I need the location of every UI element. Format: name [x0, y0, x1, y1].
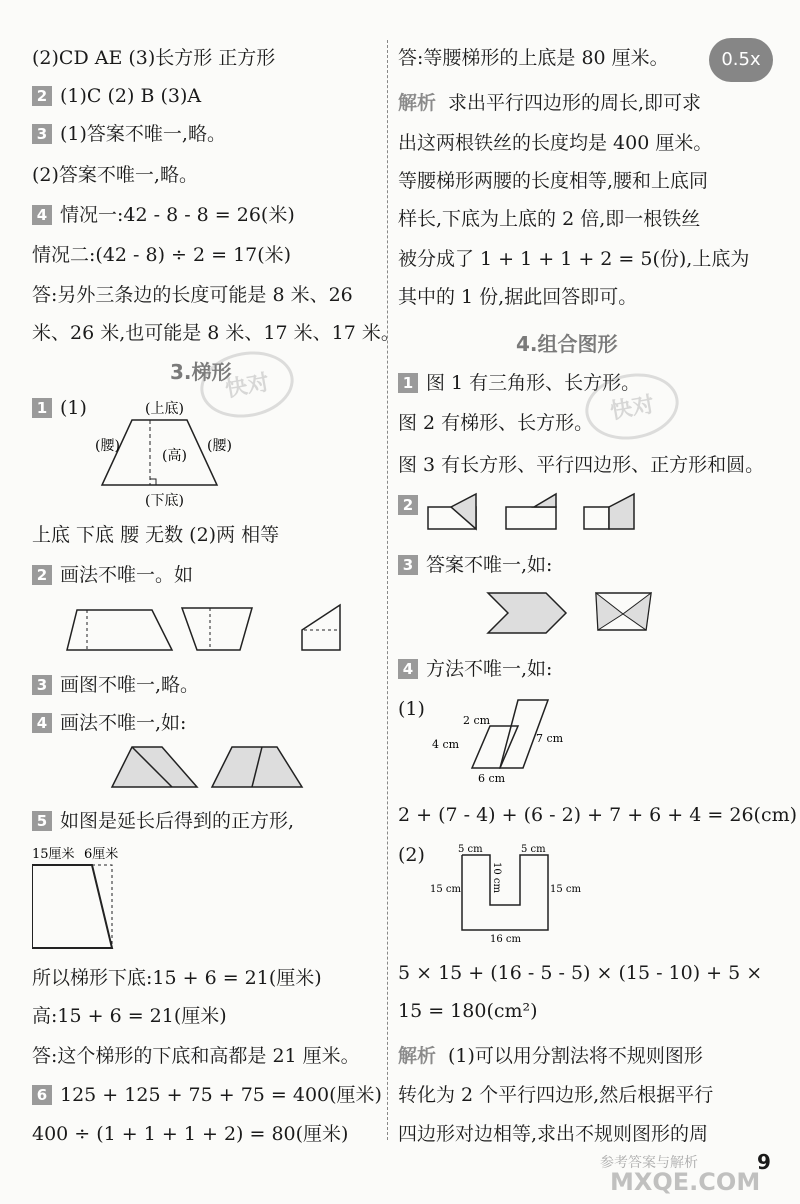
answer-line: (1) — [398, 698, 425, 720]
question-number: 1 — [32, 398, 52, 418]
question-number: 6 — [32, 1085, 52, 1105]
question-2 — [32, 83, 201, 109]
answer-line: 答:这个梯形的下底和高都是 21 厘米。 — [32, 1045, 360, 1067]
column-divider — [387, 40, 388, 1140]
answer-text: 画图不唯一,略。 — [60, 674, 200, 696]
extended-square-diagram — [32, 843, 152, 958]
zoom-badge[interactable]: 0.5x — [709, 38, 773, 82]
label-10cm: 10 cm — [491, 862, 502, 893]
label-16cm: 16 cm — [490, 934, 521, 945]
analysis-tag: 解析 — [398, 92, 437, 114]
question-number: 3 — [32, 675, 52, 695]
label-15cm-right: 15 cm — [550, 884, 581, 895]
analysis-text: (1)可以用分割法将不规则图形 — [448, 1045, 703, 1067]
analysis-line: 被分成了 1 + 1 + 1 + 2 = 5(份),上底为 — [398, 248, 750, 270]
analysis-line: 其中的 1 份,据此回答即可。 — [398, 286, 638, 308]
answer-text: 如图是延长后得到的正方形, — [60, 810, 295, 832]
section-question-2 — [398, 492, 426, 518]
answer-line: (2)CD AE (3)长方形 正方形 — [32, 47, 276, 69]
section-question-4 — [32, 710, 186, 736]
answer-line: 情况二:(42 - 8) ÷ 2 = 17(米) — [32, 244, 292, 266]
section-question-6 — [32, 1082, 382, 1108]
top-edge — [0, 0, 800, 10]
answer-text: 图 1 有三角形、长方形。 — [426, 372, 641, 394]
question-number: 3 — [398, 555, 418, 575]
label-6cm: 6厘米 — [84, 847, 119, 862]
site-watermark: MXQE.COM — [610, 1168, 761, 1196]
answer-line: 所以梯形下底:15 + 6 = 21(厘米) — [32, 967, 322, 989]
analysis-line — [398, 1043, 703, 1069]
analysis-line: 等腰梯形两腰的长度相等,腰和上底同 — [398, 170, 709, 192]
label-15cm-left: 15 cm — [430, 884, 461, 895]
answer-text: 125 + 125 + 75 + 75 = 400(厘米) — [60, 1084, 382, 1106]
answer-line: 高:15 + 6 = 21(厘米) — [32, 1005, 227, 1027]
section-question-1 — [32, 395, 87, 421]
section-heading: 3.梯形 — [170, 360, 232, 384]
answer-line: 5 × 15 + (16 - 5 - 5) × (15 - 10) + 5 × — [398, 962, 763, 984]
question-number: 4 — [32, 205, 52, 225]
label-2cm: 2 cm — [463, 714, 491, 727]
answer-line: 2 + (7 - 4) + (6 - 2) + 7 + 6 + 4 = 26(cm) — [398, 804, 798, 826]
question-3 — [32, 121, 226, 147]
answer-line: (2)答案不唯一,略。 — [32, 164, 198, 186]
answer-line: 15 = 180(cm²) — [398, 1000, 538, 1022]
section-question-3 — [32, 672, 199, 698]
analysis-line: 出这两根铁丝的长度均是 400 厘米。 — [398, 132, 713, 154]
label-left-leg: (腰) — [95, 438, 120, 454]
answer-line: 答:另外三条边的长度可能是 8 米、26 — [32, 284, 353, 306]
answer-text: (1)C (2) B (3)A — [60, 85, 202, 107]
answer-line: 上底 下底 腰 无数 (2)两 相等 — [32, 524, 280, 546]
parallelogram-composite-figure — [428, 696, 618, 788]
section-question-3 — [398, 552, 552, 578]
analysis-line: 转化为 2 个平行四边形,然后根据平行 — [398, 1084, 714, 1106]
label-7cm: 7 cm — [536, 732, 564, 745]
answer-text: 画法不唯一,如: — [60, 712, 187, 734]
section-question-2 — [32, 562, 193, 588]
label-height: (高) — [162, 448, 187, 464]
label-top: (上底) — [145, 401, 184, 417]
label-4cm: 4 cm — [432, 738, 460, 751]
answer-text: (1) — [60, 397, 87, 419]
question-number: 2 — [32, 86, 52, 106]
analysis-tag: 解析 — [398, 1045, 437, 1067]
answer-text: 画法不唯一。如 — [60, 564, 194, 586]
question-number: 2 — [398, 495, 418, 515]
watermark-stamp: 快对 — [195, 344, 299, 424]
answer-text: 情况一:42 - 8 - 8 = 26(米) — [60, 204, 295, 226]
answer-line: 400 ÷ (1 + 1 + 1 + 2) = 80(厘米) — [32, 1123, 349, 1145]
analysis-line: 四边形对边相等,求出不规则图形的周 — [398, 1123, 709, 1145]
answer-line: 图 2 有梯形、长方形。 — [398, 412, 594, 434]
analysis-line — [398, 90, 701, 116]
label-5cm-right: 5 cm — [521, 844, 546, 855]
label-15cm: 15厘米 — [32, 847, 75, 862]
question-number: 5 — [32, 811, 52, 831]
page-number: 9 — [757, 1150, 771, 1174]
label-right-leg: (腰) — [207, 438, 232, 454]
answer-text: 答案不唯一,如: — [426, 554, 553, 576]
section-question-4 — [398, 656, 552, 682]
question-number: 1 — [398, 373, 418, 393]
answer-line: (2) — [398, 844, 425, 866]
section-question-5 — [32, 808, 294, 834]
question-4 — [32, 202, 295, 228]
label-5cm-left: 5 cm — [458, 844, 483, 855]
answer-text: 方法不唯一,如: — [426, 658, 553, 680]
analysis-line: 样长,下底为上底的 2 倍,即一根铁丝 — [398, 208, 701, 230]
footer-label: 参考答案与解析 — [600, 1155, 698, 1171]
trapezoid-drawings — [62, 600, 382, 660]
trapezoid-split-drawings — [102, 742, 342, 792]
u-shape-figure — [428, 840, 598, 948]
label-bottom: (下底) — [145, 493, 184, 509]
question-number: 2 — [32, 565, 52, 585]
question-number: 4 — [398, 659, 418, 679]
analysis-text: 求出平行四边形的周长,即可求 — [448, 92, 702, 114]
answer-text: (1)答案不唯一,略。 — [60, 123, 226, 145]
arrow-bowtie-drawing — [486, 588, 666, 638]
watermark-stamp: 快对 — [580, 366, 684, 446]
composite-shapes-drawing — [426, 492, 646, 534]
answer-line: 米、26 米,也可能是 8 米、17 米、17 米。 — [32, 322, 400, 344]
answer-line: 图 3 有长方形、平行四边形、正方形和圆。 — [398, 454, 765, 476]
question-number: 4 — [32, 713, 52, 733]
question-number: 3 — [32, 124, 52, 144]
section-heading: 4.组合图形 — [516, 332, 618, 356]
label-6cm: 6 cm — [478, 772, 506, 785]
answer-line: 答:等腰梯形的上底是 80 厘米。 — [398, 47, 669, 69]
